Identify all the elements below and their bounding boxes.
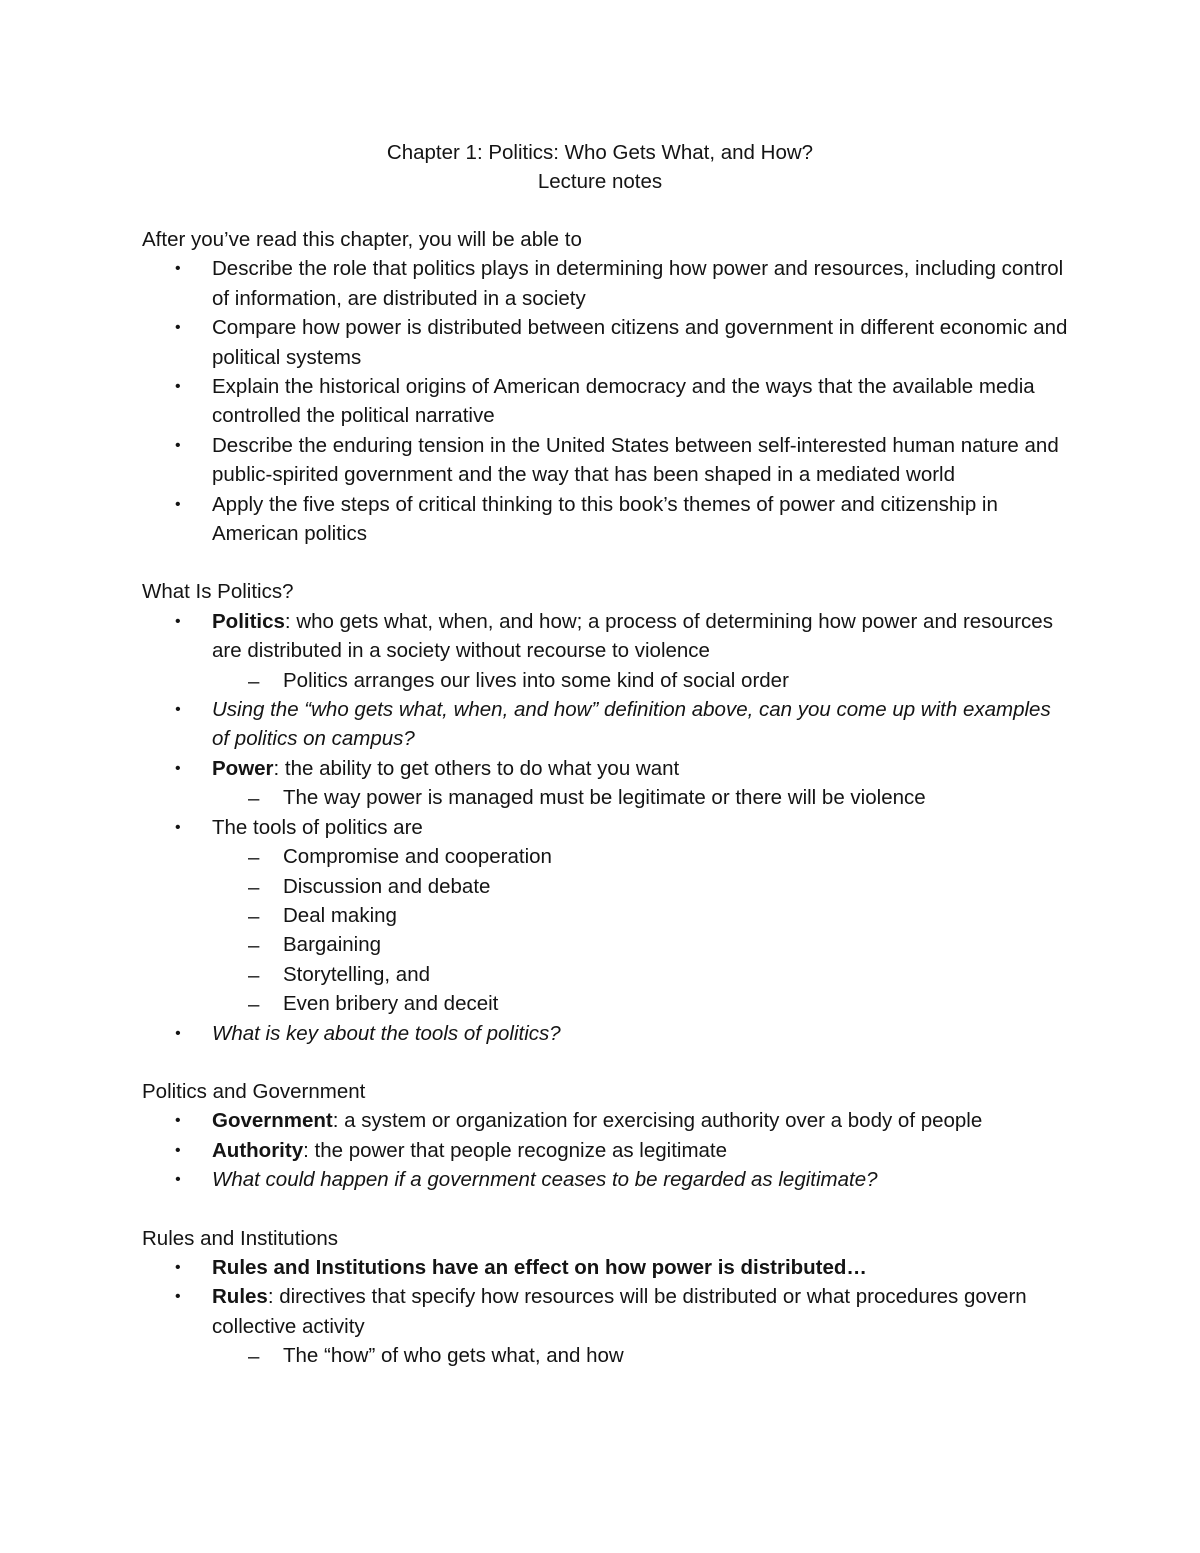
power-definition bbox=[142, 754, 1072, 783]
objective-item: • Describe the role that politics plays in determining how power and resources, including control of information, are distributed in a society bbox=[142, 254, 1072, 313]
definition: : directives that specify how resources will be distributed or what procedures govern collective activity bbox=[212, 1285, 1027, 1338]
discussion-question: • What is key about the tools of politics? bbox=[142, 1019, 1072, 1048]
tool-item: – Even bribery and deceit bbox=[142, 989, 1100, 1018]
objectives-intro: After you’ve read this chapter, you will be able to bbox=[142, 228, 582, 251]
politics-list bbox=[142, 607, 1100, 1048]
section-heading: Politics and Government bbox=[142, 1079, 366, 1103]
government-definition bbox=[142, 1106, 1072, 1135]
objectives-section bbox=[142, 225, 1100, 548]
rules-institutions-section bbox=[142, 1224, 1100, 1371]
government-list bbox=[142, 1106, 1100, 1194]
discussion-question: • What could happen if a government ceases to be regarded as legitimate? bbox=[142, 1165, 1072, 1194]
term: Power bbox=[212, 756, 274, 780]
tool-item: – Bargaining bbox=[142, 930, 1100, 959]
objective-item: • Apply the five steps of critical thinking to this book’s themes of power and citizenship in American politics bbox=[142, 490, 1072, 549]
document-title bbox=[100, 138, 1100, 196]
subtitle: Lecture notes bbox=[537, 170, 663, 193]
definition: : the power that people recognize as legitimate bbox=[303, 1138, 728, 1162]
objective-item: • Describe the enduring tension in the United States between self-interested human nature and public-spirited government and the way that has been shaped in a mediated world bbox=[142, 431, 1072, 490]
bold-statement: Rules and Institutions have an effect on how power is distributed… bbox=[212, 1255, 867, 1279]
politics-definition bbox=[142, 607, 1072, 666]
tools-intro: • The tools of politics are bbox=[142, 813, 1072, 842]
effect-statement bbox=[142, 1253, 1072, 1282]
tool-item: – Discussion and debate bbox=[142, 872, 1100, 901]
objective-item: • Compare how power is distributed between citizens and government in different economic and political systems bbox=[142, 313, 1072, 372]
definition: : a system or organization for exercising authority over a body of people bbox=[332, 1109, 983, 1133]
term: Authority bbox=[212, 1138, 304, 1162]
objectives-list bbox=[142, 254, 1100, 548]
what-is-politics-section bbox=[142, 577, 1100, 1047]
section-heading: Rules and Institutions bbox=[142, 1226, 339, 1250]
term: Government bbox=[212, 1109, 333, 1133]
term: Politics bbox=[212, 609, 285, 633]
tool-item: – Deal making bbox=[142, 901, 1100, 930]
sub-item: – The “how” of who gets what, and how bbox=[142, 1341, 1100, 1370]
sub-item: – The way power is managed must be legitimate or there will be violence bbox=[142, 783, 1100, 812]
discussion-question: • Using the “who gets what, when, and how” definition above, can you come up with examples of politics on campus? bbox=[142, 695, 1072, 754]
definition: : who gets what, when, and how; a process of determining how power and resources are distributed in a society without recourse to violence bbox=[212, 609, 1053, 663]
section-heading: What Is Politics? bbox=[142, 580, 294, 604]
rules-list bbox=[142, 1253, 1100, 1371]
authority-definition bbox=[142, 1136, 1072, 1165]
objective-item: • Explain the historical origins of American democracy and the ways that the available media controlled the political narrative bbox=[142, 372, 1072, 431]
tool-item: – Compromise and cooperation bbox=[142, 842, 1100, 871]
politics-government-section bbox=[142, 1077, 1100, 1195]
term: Rules bbox=[212, 1285, 268, 1309]
tool-item: – Storytelling, and bbox=[142, 960, 1100, 989]
chapter-title: Chapter 1: Politics: Who Gets What, and How? bbox=[386, 141, 814, 164]
definition: : the ability to get others to do what you want bbox=[273, 756, 680, 780]
rules-definition bbox=[142, 1282, 1072, 1341]
sub-item: – Politics arranges our lives into some kind of social order bbox=[142, 666, 1100, 695]
